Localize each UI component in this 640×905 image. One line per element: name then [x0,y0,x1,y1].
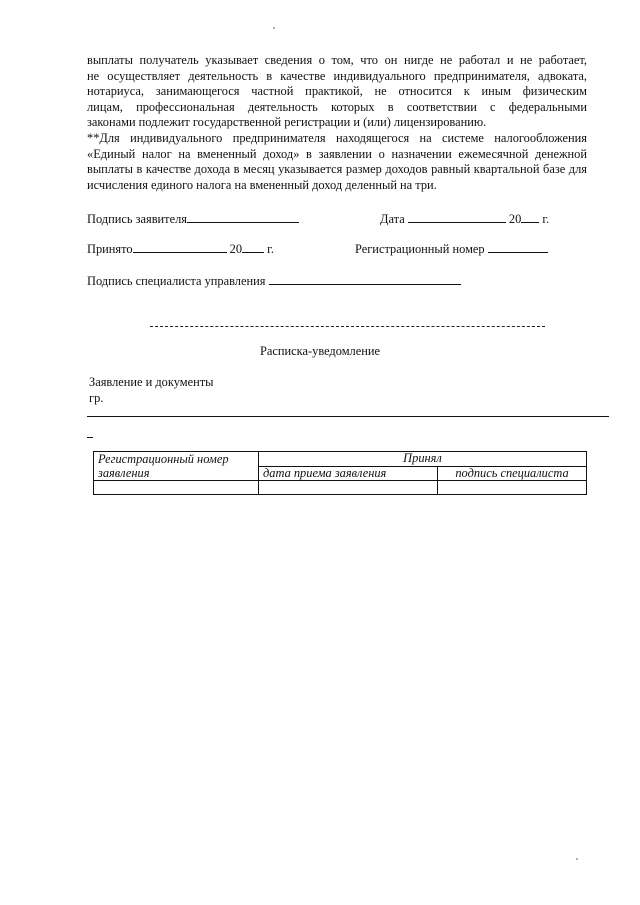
date-group [380,210,549,227]
cut-line [150,326,545,327]
date-cell[interactable] [259,481,438,495]
reg-number-cell[interactable] [94,481,259,495]
specialist-signature-field[interactable] [269,272,461,285]
accepted-row [87,240,587,256]
accepted-year-prefix: 20 [229,242,243,256]
table-header-row [94,452,587,467]
paragraph-line: выплаты получатель указывает сведения о том, что он нигде не работал и не работает, [87,53,587,67]
footnote-paragraph [87,53,587,193]
accepted-year-suffix: г. [267,242,274,256]
registration-table [93,451,587,495]
applicant-signature-field[interactable] [187,210,299,223]
col-accepted-group-header: Принял [259,452,587,467]
scan-speck [273,27,275,29]
paragraph-line: «Единый налог на вмененный доход» в заявлении о назначении ежемесячной денежной [87,146,587,161]
reg-number-field[interactable] [488,240,548,253]
year-prefix: 20 [508,212,522,226]
paragraph-line: исчисления единого налога на вмененный доход деленный на три. [87,177,437,192]
scan-speck [576,858,578,860]
paragraph-line: законами подлежит государственной регистрации и (или) лицензированию. [87,115,487,130]
col-reg-number-header: Регистрационный номер заявления [94,452,259,481]
col-date-header: дата приема заявления [259,466,438,481]
date-field[interactable] [408,210,506,223]
accepted-label: Принято [87,242,133,256]
paragraph-line: не осуществляет деятельность в качестве индивидуального предпринимателя, адвоката, [87,68,587,83]
date-label: Дата [380,212,405,226]
specialist-signature-label: Подпись специалиста управления [87,274,266,288]
applicant-signature-row [87,210,587,226]
receipt-title: Расписка-уведомление [260,344,380,358]
receipt-short-mark [87,437,93,438]
signature-cell[interactable] [438,481,587,495]
paragraph-line: выплаты в качестве дохода в месяц указывается размер доходов равный квартальной базе для [87,162,587,177]
paragraph-line: нотариуса, занимающегося частной практикой, не относится к иным физическим [87,84,587,99]
applicant-signature-label: Подпись заявителя [87,212,187,226]
paragraph-line: **Для индивидуального предпринимателя находящегося на системе налогообложения [87,130,587,145]
accepted-year-field[interactable] [242,240,264,253]
year-field[interactable] [521,210,539,223]
receipt-line-documents: Заявление и документы [89,375,214,389]
col-signature-header: подпись специалиста [438,466,587,481]
accepted-date-field[interactable] [133,240,227,253]
reg-number-label: Регистрационный номер [355,242,485,256]
table-row [94,481,587,495]
specialist-signature-row [87,272,587,288]
receipt-underline [87,416,609,417]
receipt-line-citizen: гр. [89,391,104,405]
year-suffix: г. [542,212,550,226]
reg-number-group [355,240,548,257]
paragraph-line: лицам, профессиональная деятельность которых в соответствии с федеральными [87,99,587,114]
